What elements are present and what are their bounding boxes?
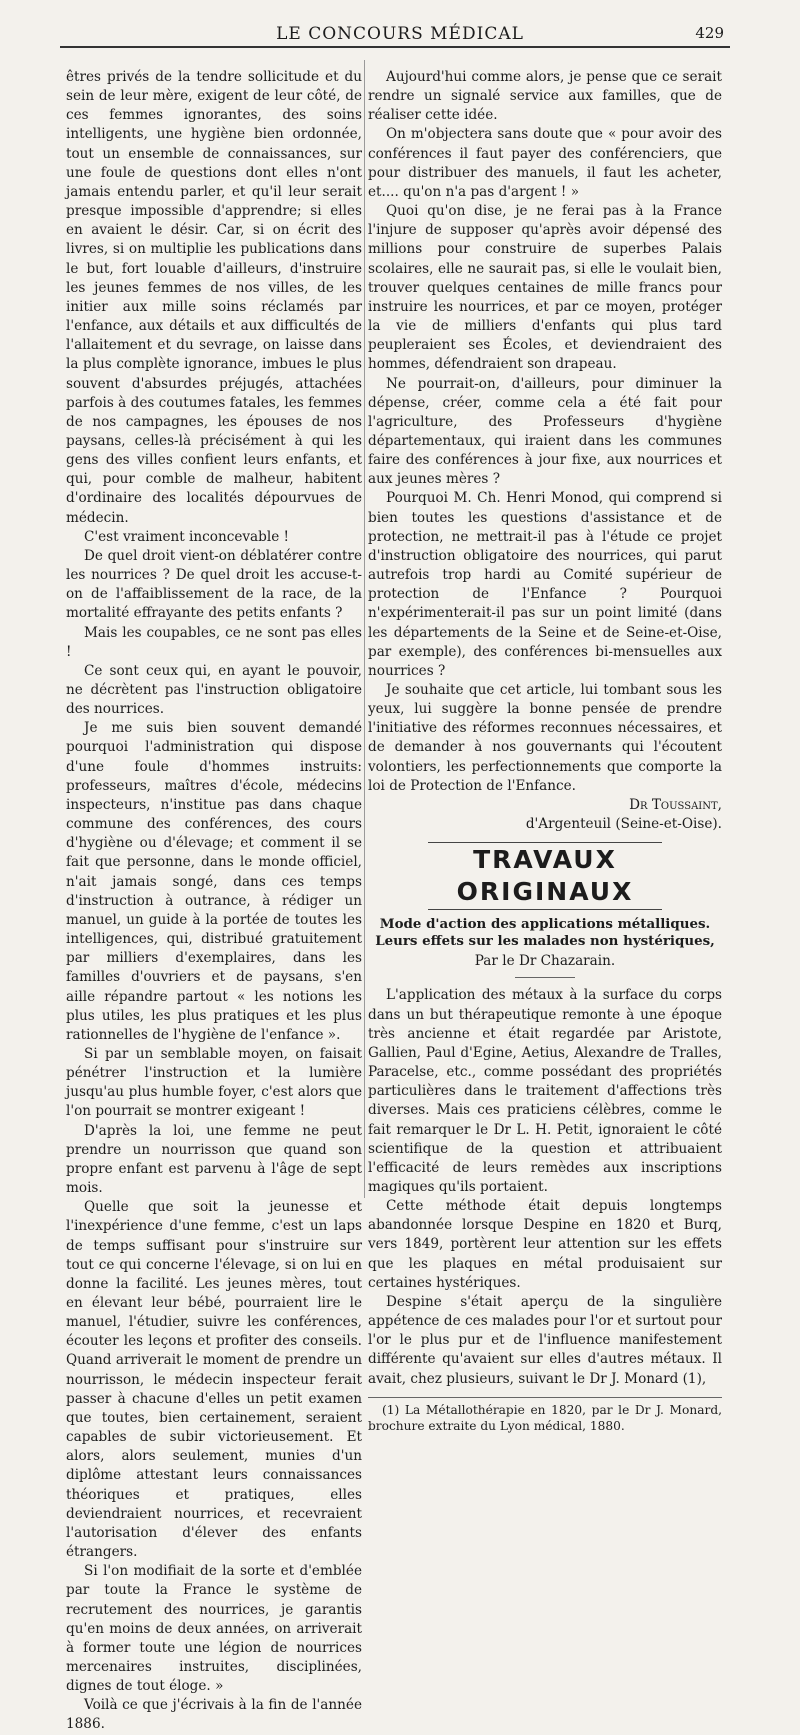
right-column [368,68,722,1434]
paragraph: C'est vraiment inconcevable ! [84,528,290,545]
paragraph: L'application des métaux à la surface du corps dans un but thérapeutique remonte à une époque très ancienne et était regardée par Aristote, Gallien, Paul d'Egine, Aetius, Alexandre de Tralles, Paracelse, etc., comme possédant des propriétés particulières dans le traitement d'affections très diverses. Mais ces praticiens célèbres, comme le fait remarquer le Dr L. H. Petit, ignoraient le côté scientifique de la question et attribuaient l'efficacité de leurs remèdes aux inscriptions magiques qu'ils portaient. [368,987,722,1195]
footnote-rule [368,1397,722,1398]
column-divider [364,60,365,1198]
paragraph: Quelle que soit la jeunesse et l'inexpérience d'une femme, c'est un laps de temps suffisant pour s'instruire sur tout ce qui concerne l'élevage, si on lui en donne la facilité. Les jeunes mères, tout en élevant leur bébé, pourraient lire le manuel, l'étudier, suivre les conférences, écouter les leçons et profiter des conseils. Quand arriverait le moment de prendre un nourrisson, le médecin inspecteur ferait passer à chacune d'elles un petit examen que toutes, bien certainement, seraient capables de subir victorieusement. Et alors, alors seulement, munies d'un diplôme attestant leurs connaissances théoriques et pratiques, elles deviendraient nourrices, et recevraient l'autorisation d'élever des enfants étrangers. [66,1199,362,1561]
paragraph: Je souhaite que cet article, lui tombant sous les yeux, lui suggère la bonne pensée de prendre l'initiative des réformes reconnues nécessaires, et de demander à nos gouvernants qui l'écoutent volontiers, les perfectionnements que comporte la loi de Protection de l'Enfance. [368,682,722,794]
journal-title: LE CONCOURS MÉDICAL [276,24,524,44]
paragraph: Cette méthode était depuis longtemps abandonnée lorsque Despine en 1820 et Burq, vers 1849, portèrent leur attention sur les effets que les plaques en métal produisaient sur certaines hystériques. [368,1198,722,1291]
paragraph: Pourquoi M. Ch. Henri Monod, qui comprend si bien toutes les questions d'assistance et de protection, ne mettrait-il pas à l'étude ce projet d'instruction obligatoire des nourrices, qui parut autrefois trop hardi au Comité supérieur de protection de l'Enfance ? Pourquoi n'expérimenterait-il pas sur un point limité (dans les départements de la Seine et de Seine-et-Oise, par exemple), des conférences bi-mensuelles aux nourrices ? [368,490,722,679]
paragraph: Quoi qu'on dise, je ne ferai pas à la France l'injure de supposer qu'après avoir dépensé des millions pour construire de superbes Palais scolaires, elle ne saurait pas, si elle le voulait bien, trouver quelques centaines de mille francs pour instruire les nourrices, et par ce moyen, protéger la vie de milliers d'enfants qui plus tard peupleraient ses Écoles, et deviendraient des hommes, défendraient son drapeau. [368,203,722,373]
paragraph: Voilà ce que j'écrivais à la fin de l'année 1886. [66,1697,362,1733]
signature-place: d'Argenteuil (Seine-et-Oise). [525,816,722,833]
article-title: Mode d'action des applications métalliques. Leurs effets sur les malades non hystériques, [375,916,715,950]
paragraph: êtres privés de la tendre sollicitude et du sein de leur mère, exigent de leur côté, de ces femmes ignorantes, des soins intelligents, une hygiène bien ordonnée, tout un ensemble de connaissances, sur une foule de questions dont elles n'ont jamais entendu parler, et qu'il leur serait presque impossible d'apprendre; si elles en avaient le désir. Car, si on écrit des livres, si on multiplie les publications dans le but, fort louable d'ailleurs, d'instruire les jeunes femmes de nos villes, de les initier aux mille soins réclamés par l'enfance, aux détails et aux difficultés de l'allaitement et du sevrage, on laisse dans la plus complète ignorance, imbues le plus souvent d'absurdes préjugés, attachées parfois à des coutumes fatales, les femmes de nos campagnes, les épouses de nos paysans, celles-là précisément à qui les gens des villes confient leurs enfants, et qui, pour comble de malheur, habitent d'ordinaire des localités dépourvues de médecin. [66,69,362,526]
title-separator [515,977,575,978]
header-rule [60,46,730,48]
running-head [0,22,800,46]
paragraph: Mais les coupables, ce ne sont pas elles ! [66,624,362,660]
paragraph: Si l'on modifiait de la sorte et d'emblée par toute la France le système de recrutement des nourrices, je garantis qu'en moins de deux années, on arriverait à former toute une légion de nourrices mercenaires instruites, disciplinées, dignes de tout éloge. » [66,1563,362,1695]
paragraph: Ne pourrait-on, d'ailleurs, pour diminuer la dépense, créer, comme cela a été fait pour l'agriculture, des Professeurs d'hygiène départementaux, qui iraient dans les communes faire des conférences à jour fixe, aux nourrices et aux jeunes mères ? [368,375,722,488]
left-column [66,68,362,1735]
paragraph: Aujourd'hui comme alors, je pense que ce serait rendre un signalé service aux familles, que de réaliser cette idée. [368,69,722,124]
paragraph: Ce sont ceux qui, en ayant le pouvoir, ne décrètent pas l'instruction obligatoire des nourrices. [66,662,362,718]
paragraph: On m'objectera sans doute que « pour avoir des conférences il faut payer des conférenciers, que pour distribuer des manuels, il faut les acheter, et.... qu'on n'a pas d'argent ! » [368,126,722,200]
paragraph: Si par un semblable moyen, on faisait pénétrer l'instruction et la lumière jusqu'au plus humble foyer, c'est alors que l'on pourrait se montrer exigeant ! [66,1045,362,1120]
article-byline: Par le Dr Chazarain. [474,953,616,970]
paragraph: Despine s'était aperçu de la singulière appétence de ces malades pour l'or et surtout pour l'or le plus pur et de l'influence manifestement différente qu'avaient sur elles d'autres métaux. Il avait, chez plusieurs, suivant le Dr J. Monard (1), [368,1293,722,1387]
footnote: (1) La Métallothérapie en 1820, par le Dr J. Monard, brochure extraite du Lyon médical, 1880. [368,1402,722,1433]
page-number: 429 [695,24,724,42]
paragraph: D'après la loi, une femme ne peut prendre un nourrisson que quand son propre enfant est parvenu à l'âge de sept mois. [66,1122,362,1197]
paragraph: De quel droit vient-on déblatérer contre les nourrices ? De quel droit les accuse-t-on de l'affaiblissement de la race, de la mortalité effrayante des petits enfants ? [66,547,362,622]
paragraph: Je me suis bien souvent demandé pourquoi l'administration qui dispose d'une foule d'hommes instruits: professeurs, maîtres d'école, médecins inspecteurs, n'institue pas dans chaque commune des conférences, des cours d'hygiène ou d'élevage; et comment il se fait que personne, dans le monde officiel, n'ait jamais songé, dans ces temps d'instruction à outrance, à rédiger un manuel, un guide à la portée de toutes les intelligences, qui, distribué gratuitement par milliers d'exemplaires, dans les familles d'ouvriers et de paysans, s'en aille répandre partout « les notions les plus utiles, les plus pratiques et les plus rationnelles de l'hygiène de l'enfance ». [66,720,362,1043]
section-title: TRAVAUX ORIGINAUX [428,842,662,910]
signature-name: Dr Toussaint, [629,796,722,813]
